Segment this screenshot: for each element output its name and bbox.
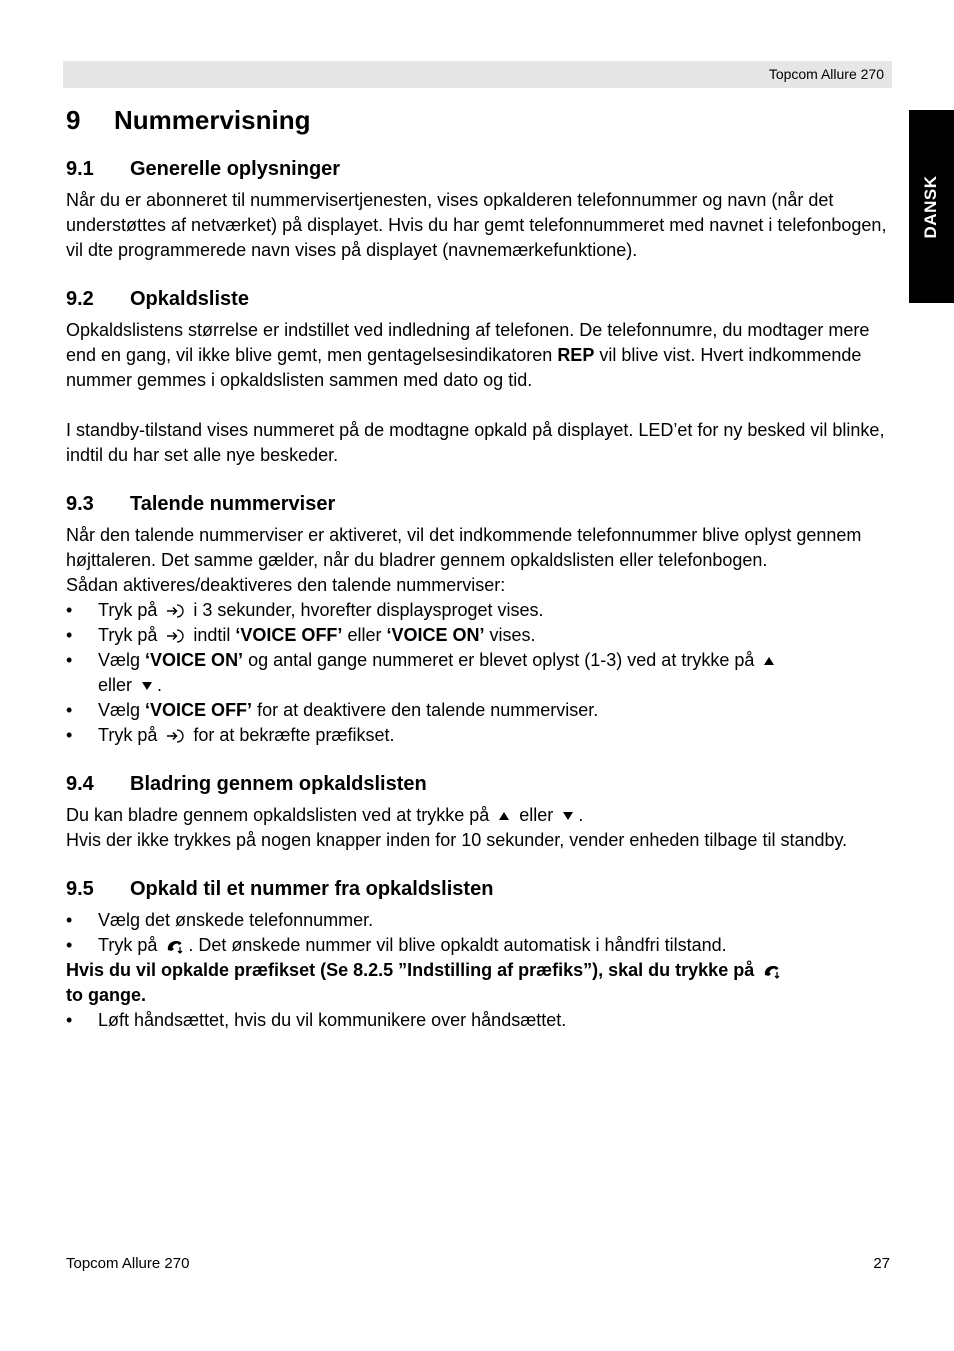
text: for at bekræfte præfikset. [193,725,395,745]
section-heading [66,156,888,182]
text: Tryk på [98,935,158,955]
footer-product: Topcom Allure 270 [66,1255,190,1272]
section-title: Talende nummerviser [130,493,336,515]
bullet: • [66,1010,73,1030]
bullet: • [66,700,73,720]
section-title: Opkaldsliste [130,288,249,310]
text: vil blive vist. Hvert indkommende nummer gemmes i opkaldslisten sammen med dato og tid. [66,345,862,390]
section-number: 9.3 [66,493,94,515]
list-item [66,598,888,623]
text: og antal gange nummeret er blevet oplyst (1-3) ved at trykke på [248,650,755,670]
section-heading [66,876,888,902]
instruction-list [66,598,888,748]
text: . Det ønskede nummer vil blive opkaldt automatisk i håndfri tilstand. [188,935,727,955]
handsfree-call-icon [762,963,782,979]
paragraph [66,803,888,828]
text: Vælg [98,700,141,720]
text: to gange. [66,985,146,1005]
list-item [66,908,888,933]
chapter-heading [66,104,888,136]
page-content [66,100,888,1056]
paragraph: Når den talende nummerviser er aktiveret, vil det indkommende telefonnummer blive oplyst gennem højttaleren. Det samme gælder, når du bladrer gennem opkaldslisten eller telefonbogen. [66,525,862,570]
bullet: • [66,910,73,930]
text: indtil [193,625,231,645]
header-bar [63,61,892,88]
bullet: • [66,650,73,670]
down-arrow-icon [140,680,154,692]
text: Løft håndsættet, hvis du vil kommunikere over håndsættet. [98,1010,567,1030]
section-9-1 [66,156,888,263]
section-heading [66,286,888,312]
section-9-3 [66,491,888,748]
list-item [66,723,888,748]
menu-ok-icon [165,628,185,644]
handsfree-call-icon [165,938,185,954]
text: Du kan bladre gennem opkaldslisten ved at trykke på [66,805,490,825]
text: Tryk på [98,600,158,620]
text: Hvis du vil opkalde præfikset (Se 8.2.5 ”Indstilling af præfiks”), skal du trykke på [66,960,755,980]
text: i 3 sekunder, hvorefter displaysproget vises. [193,600,544,620]
down-arrow-icon [561,810,575,822]
section-title: Bladring gennem opkaldslisten [130,773,427,795]
language-tab-label: DANSK [921,175,940,239]
bullet: • [66,625,73,645]
paragraph: Når du er abonneret til nummervisertjenesten, vises opkalderen telefonnummer og navn (når det understøttes af netværket) på displayet. Hvis du har gemt telefonnummeret med navnet i telefonbogen, vil dte programmerede navn vises på displayet (navnemærkefunktione). [66,190,887,260]
bullet: • [66,600,73,620]
section-9-4 [66,771,888,853]
menu-ok-icon [165,728,185,744]
bullet: • [66,725,73,745]
instruction-list [66,908,888,958]
voice-on-text: ‘VOICE ON’ [145,650,244,670]
list-item [66,623,888,648]
section-title: Opkald til et nummer fra opkaldslisten [130,878,494,900]
section-9-2 [66,286,888,468]
text: Tryk på [98,625,158,645]
voice-off-text: ‘VOICE OFF’ [235,625,343,645]
text: Opkaldslistens størrelse er indstillet ved indledning af telefonen. De telefonnumre, du modtager mere end en gang, vil ikke blive gemt, men gentagelsesindikatoren [66,320,870,365]
text: eller [347,625,382,645]
text: eller [519,805,554,825]
header-title: Topcom Allure 270 [768,66,884,82]
chapter-number: 9 [66,105,81,135]
text: . [578,805,584,825]
list-item [66,648,888,698]
section-number: 9.4 [66,773,94,795]
text: . [157,675,163,695]
voice-on-text: ‘VOICE ON’ [386,625,485,645]
section-number: 9.2 [66,288,94,310]
text: Tryk på [98,725,158,745]
section-title: Generelle oplysninger [130,158,341,180]
up-arrow-icon [762,655,776,667]
page-number: 27 [873,1255,890,1272]
paragraph: Hvis der ikke trykkes på nogen knapper inden for 10 sekunder, vender enheden tilbage til standby. [66,830,848,850]
list-item [66,698,888,723]
text: Vælg [98,650,141,670]
bold-note [66,958,888,1008]
instruction-list [66,1008,888,1033]
menu-ok-icon [165,603,185,619]
list-item [66,1008,888,1033]
bullet: • [66,935,73,955]
voice-off-text: ‘VOICE OFF’ [145,700,253,720]
text: vises. [489,625,536,645]
section-9-5 [66,876,888,1033]
text: eller [98,675,133,695]
chapter-title: Nummervisning [114,105,311,135]
paragraph: I standby-tilstand vises nummeret på de modtagne opkald på displayet. LED’et for ny besked vil blinke, indtil du har set alle nye beskeder. [66,420,885,465]
paragraph [66,318,888,393]
section-heading [66,491,888,517]
text: Vælg det ønskede telefonnummer. [98,910,374,930]
up-arrow-icon [497,810,511,822]
text: for at deaktivere den talende nummerviser. [257,700,599,720]
section-number: 9.5 [66,878,94,900]
language-tab [909,110,954,303]
list-item [66,933,888,958]
rep-indicator-text: REP [557,345,595,365]
section-number: 9.1 [66,158,94,180]
section-heading [66,771,888,797]
paragraph: Sådan aktiveres/deaktiveres den talende nummerviser: [66,575,506,595]
